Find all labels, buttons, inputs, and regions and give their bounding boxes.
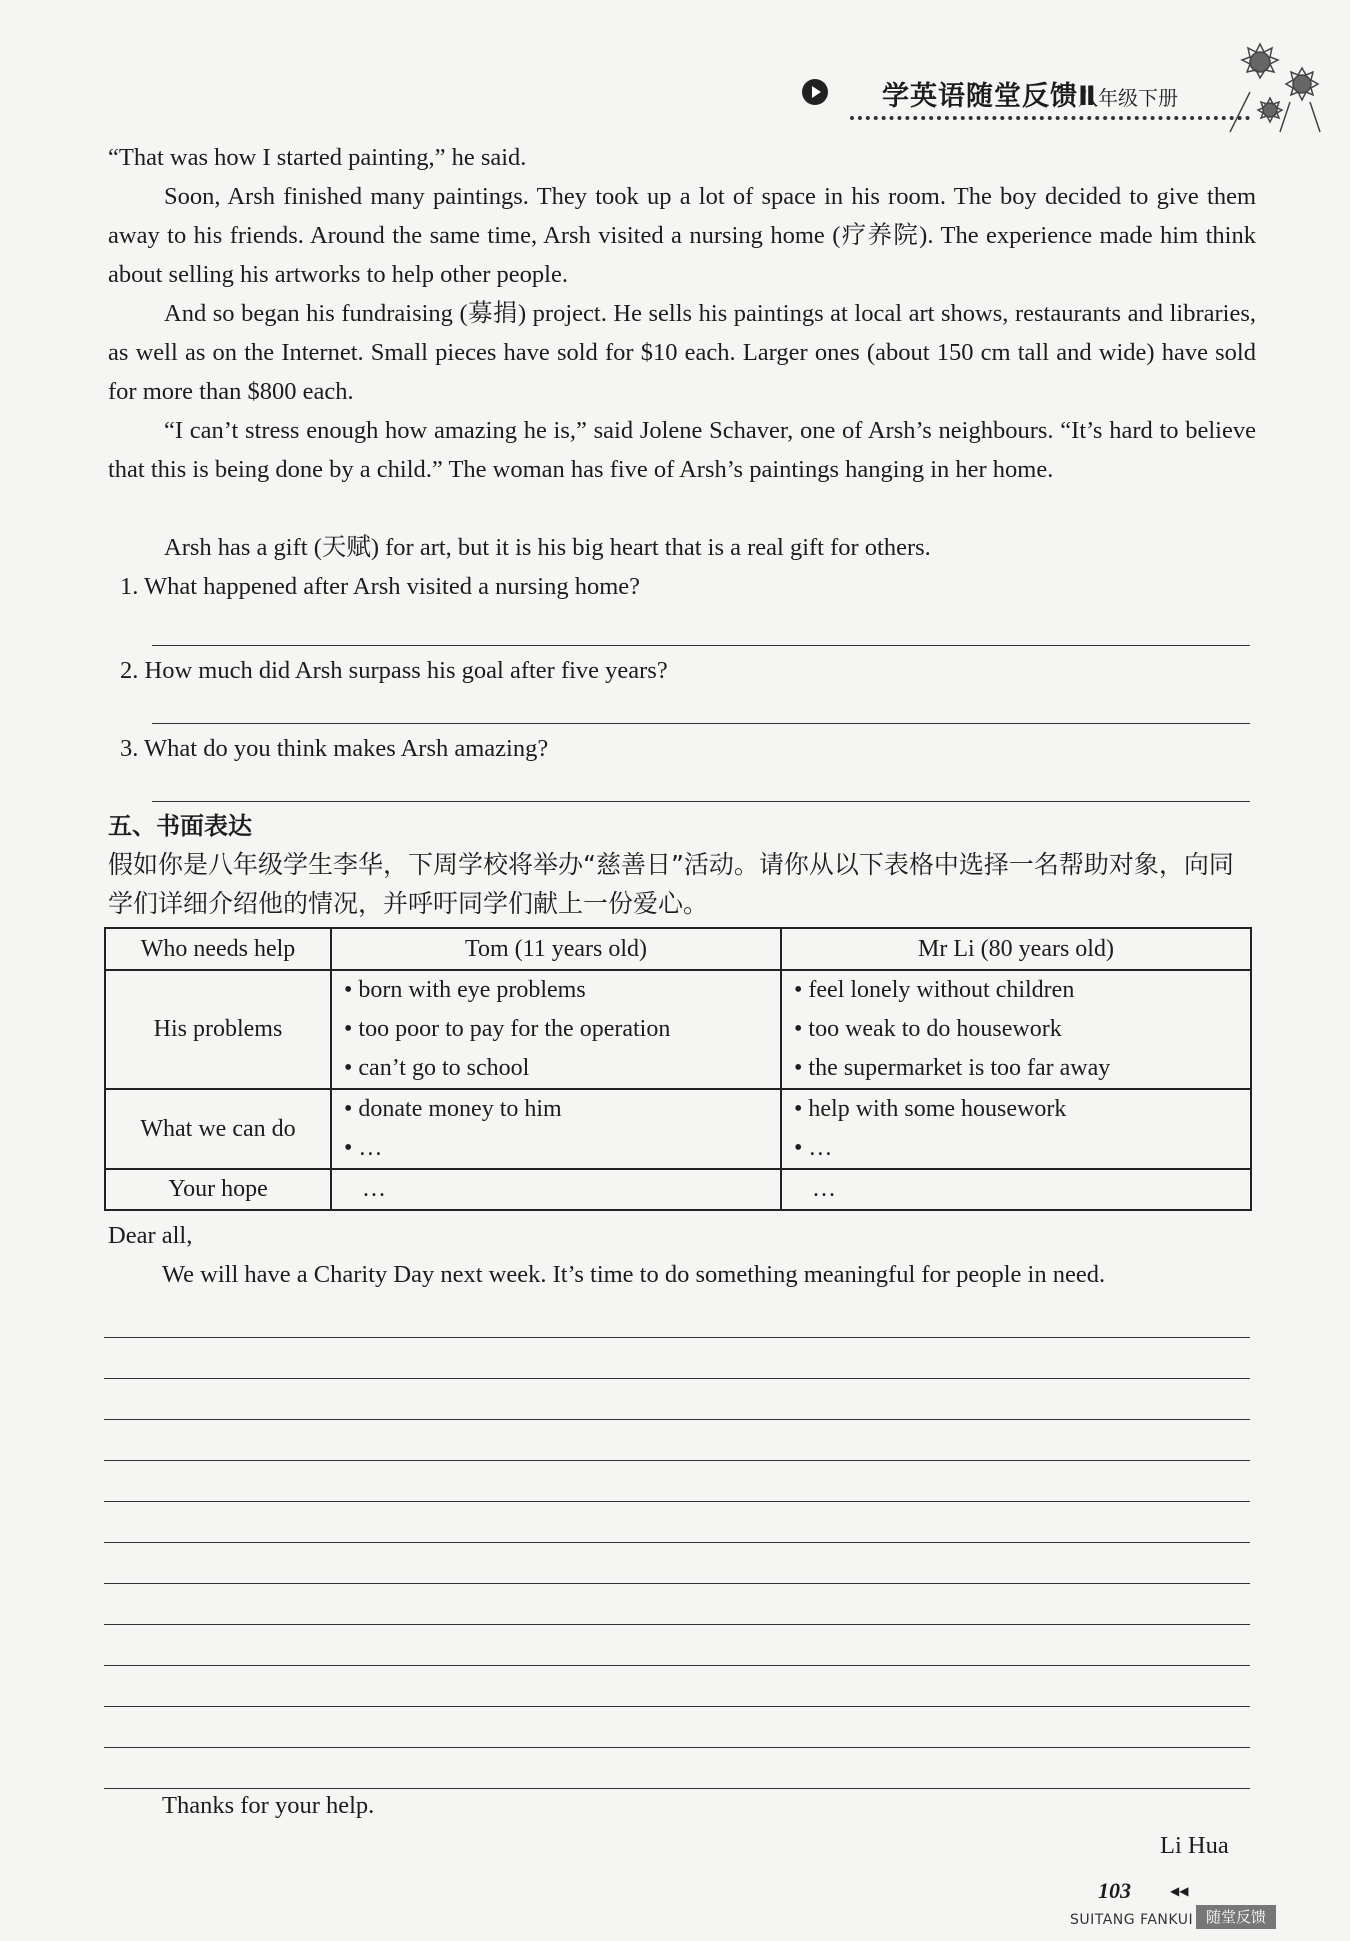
list-item: • can’t go to school (344, 1049, 768, 1088)
section-instruction: 假如你是八年级学生李华，下周学校将举办“慈善日”活动。请你从以下表格中选择一名帮助对象，向同学们详细介绍他的情况，并呼吁同学们献上一份爱心。 (108, 850, 1234, 918)
writing-line[interactable] (104, 1583, 1250, 1584)
table-cell (331, 1169, 781, 1210)
page-number: 103 (1098, 1878, 1131, 1903)
table-row (105, 970, 1251, 1089)
list-item: • … (794, 1129, 1238, 1168)
writing-line[interactable] (104, 1501, 1250, 1502)
table-cell (781, 970, 1251, 1089)
writing-line[interactable] (104, 1542, 1250, 1543)
list-item: • … (344, 1129, 768, 1168)
writing-line[interactable] (104, 1624, 1250, 1625)
question-3: 3. What do you think makes Arsh amazing? (120, 735, 549, 762)
series-name-latin: SUITANG FANKUI (1070, 1912, 1194, 1928)
info-table (104, 927, 1252, 1211)
header-dotted-rule (850, 116, 1250, 120)
table-row (105, 1169, 1251, 1210)
table-cell (781, 1169, 1251, 1210)
page-header (0, 0, 1350, 130)
passage-paragraph-3: And so began his fundraising (募捐) project. He sells his paintings at local art shows, restaurants and libraries, as well as on the Internet. Small pieces have sold for $10 each. Larger ones (about 150 cm tall and wide) have sold for more than $800 each. (108, 300, 1256, 405)
answer-line-1[interactable] (152, 645, 1250, 646)
list-item: • too weak to do housework (794, 1010, 1238, 1049)
writing-line[interactable] (104, 1747, 1250, 1748)
series-name-badge: 随堂反馈 (1196, 1905, 1276, 1929)
list-item: • too poor to pay for the operation (344, 1010, 768, 1049)
writing-line[interactable] (104, 1378, 1250, 1379)
letter-greeting: Dear all, (108, 1222, 193, 1249)
list-item: • born with eye problems (344, 971, 768, 1010)
table-cell (781, 1089, 1251, 1169)
question-1: 1. What happened after Arsh visited a nursing home? (120, 573, 641, 600)
passage-paragraph-1: “That was how I started painting,” he said. (108, 144, 527, 171)
row-label: What we can do (105, 1089, 331, 1169)
question-2: 2. How much did Arsh surpass his goal after five years? (120, 657, 668, 684)
table-row (105, 1089, 1251, 1169)
list-item: • help with some housework (794, 1090, 1238, 1129)
list-item: • feel lonely without children (794, 971, 1238, 1010)
list-item: • donate money to him (344, 1090, 768, 1129)
passage-paragraph-2: Soon, Arsh finished many paintings. They took up a lot of space in his room. The boy decided to give them away to his friends. Around the same time, Arsh visited a nursing home (疗养院). The experience made him think about selling his artworks to help other people. (108, 183, 1256, 288)
book-subtitle: 八年级下册 (1078, 86, 1178, 110)
table-header-cell: Who needs help (105, 928, 331, 970)
letter-closing: Thanks for your help. (162, 1792, 375, 1819)
table-cell (331, 1089, 781, 1169)
writing-line[interactable] (104, 1665, 1250, 1666)
passage-paragraph-4: “I can’t stress enough how amazing he is,” said Jolene Schaver, one of Arsh’s neighbours. “It’s hard to believe that this is being done by a child.” The woman has five of Arsh’s paintings hanging in her home. (108, 417, 1256, 483)
writing-line[interactable] (104, 1337, 1250, 1338)
play-icon (802, 79, 828, 105)
table-row (105, 928, 1251, 970)
table-header-cell: Tom (11 years old) (331, 928, 781, 970)
double-arrow-icon: ◀◀ (1170, 1884, 1189, 1898)
letter-opening: We will have a Charity Day next week. It’s time to do something meaningful for people in need. (162, 1261, 1106, 1288)
answer-line-2[interactable] (152, 723, 1250, 724)
writing-line[interactable] (104, 1419, 1250, 1420)
sunflower-logo-icon (1220, 22, 1340, 142)
writing-line[interactable] (104, 1460, 1250, 1461)
book-title: 学英语随堂反馈Ⅱ (882, 81, 1097, 112)
table-header-cell: Mr Li (80 years old) (781, 928, 1251, 970)
list-item: … (362, 1176, 386, 1202)
row-label: His problems (105, 970, 331, 1089)
passage-paragraph-5: Arsh has a gift (天赋) for art, but it is his big heart that is a real gift for others. (164, 534, 931, 561)
section-title: 五、书面表达 (108, 812, 252, 840)
list-item: • the supermarket is too far away (794, 1049, 1238, 1088)
writing-line[interactable] (104, 1706, 1250, 1707)
letter-signature: Li Hua (1160, 1832, 1229, 1859)
writing-line[interactable] (104, 1788, 1250, 1789)
answer-line-3[interactable] (152, 801, 1250, 802)
list-item: … (812, 1176, 836, 1202)
row-label: Your hope (105, 1169, 331, 1210)
table-cell (331, 970, 781, 1089)
